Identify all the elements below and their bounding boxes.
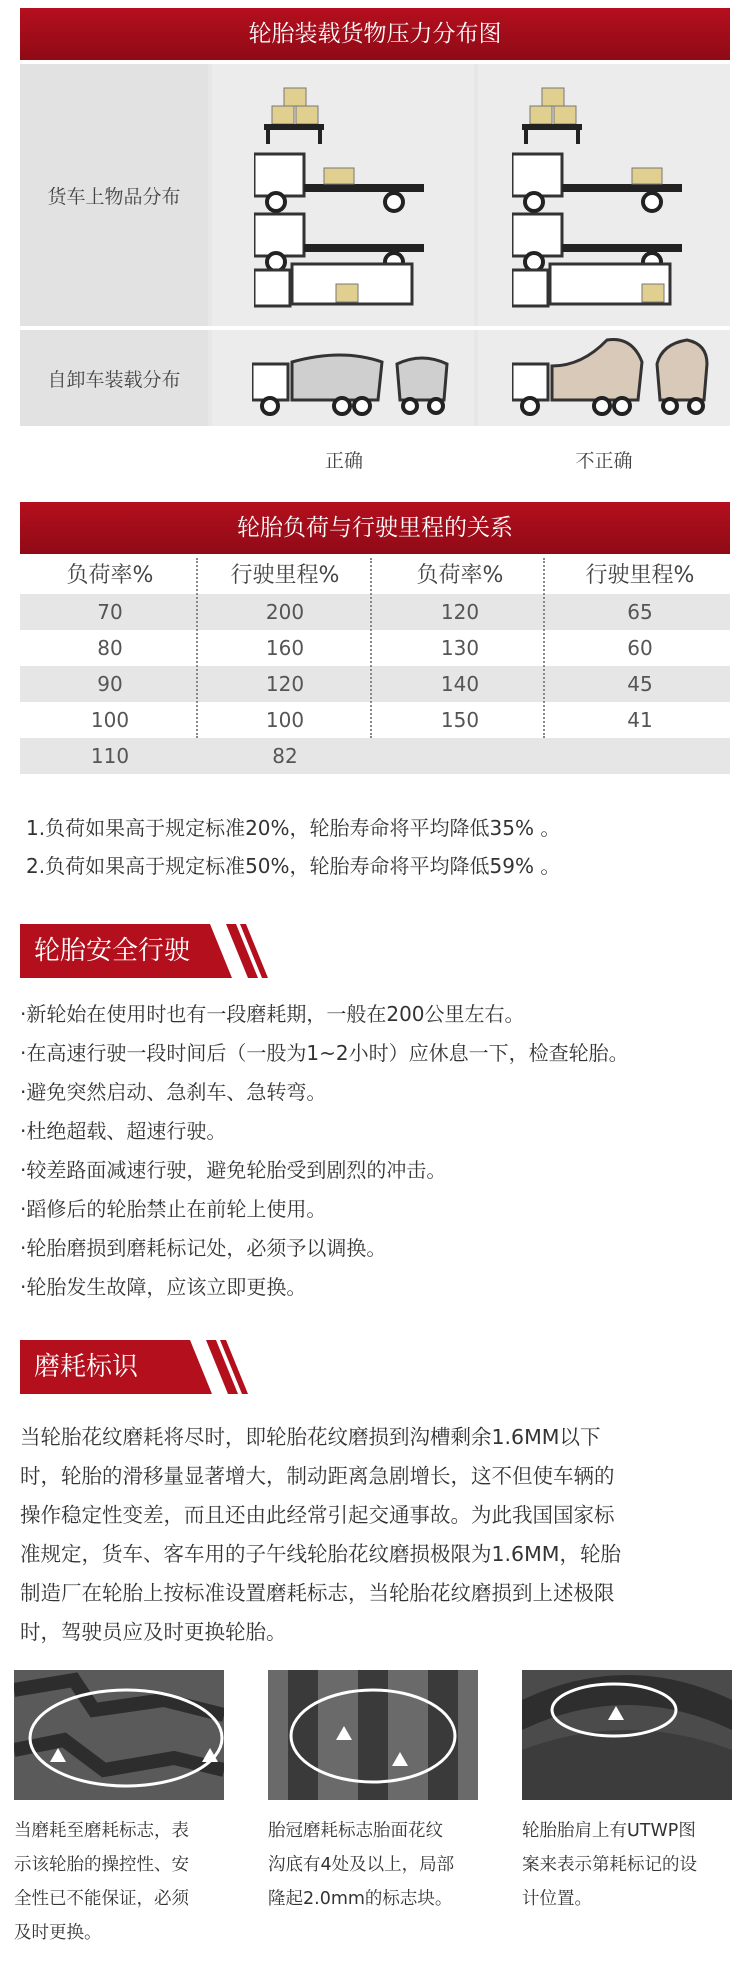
header-load-rate-2: 负荷率% bbox=[416, 563, 504, 588]
incorrect-dump-cell bbox=[478, 330, 730, 426]
table-cell: 160 bbox=[265, 636, 305, 660]
distribution-row-truck bbox=[20, 64, 730, 326]
incorrect-dump-illustration bbox=[512, 336, 712, 418]
table-cell: 70 bbox=[97, 600, 123, 624]
stripes-decoration-icon bbox=[150, 1340, 270, 1394]
load-table-title-banner: 轮胎负荷与行驶里程的关系 bbox=[20, 502, 730, 554]
correct-truck-cell bbox=[212, 64, 474, 326]
tire-photo-tread-marker bbox=[268, 1670, 478, 1800]
photo-caption-line: 案来表示第耗标记的设 bbox=[522, 1855, 697, 1875]
safety-list-item: ·新轮始在使用时也有一段磨耗期，一般在200公里左右。 bbox=[20, 1002, 525, 1026]
photo-caption-line: 隆起2.0mm的标志块。 bbox=[268, 1889, 453, 1909]
safety-list-item: ·较差路面减速行驶，避免轮胎受到剧烈的冲击。 bbox=[20, 1158, 447, 1182]
safety-list-item: ·轮胎磨损到磨耗标记处，必须予以调换。 bbox=[20, 1236, 387, 1260]
stripes-decoration-icon bbox=[170, 924, 290, 978]
table-cell: 65 bbox=[627, 600, 653, 624]
table-cell: 80 bbox=[97, 636, 123, 660]
table-row bbox=[20, 630, 730, 666]
wear-paragraph-line: 准规定，货车、客车用的子午线轮胎花纹磨损极限为1.6MM，轮胎 bbox=[20, 1542, 621, 1566]
table-cell: 110 bbox=[90, 744, 130, 768]
header-mileage-1: 行驶里程% bbox=[230, 563, 340, 588]
table-cell: 200 bbox=[265, 600, 305, 624]
row-label-dump: 自卸车装载分布 bbox=[20, 330, 208, 426]
wear-paragraph-line: 时，轮胎的滑移量显著增大，制动距离急剧增长，这不但使车辆的 bbox=[20, 1464, 615, 1488]
table-row bbox=[20, 666, 730, 702]
table-cell: 41 bbox=[627, 708, 653, 732]
table-cell bbox=[550, 738, 730, 774]
note-line-2: 2.负荷如果高于规定标准50%，轮胎寿命将平均降低59% 。 bbox=[26, 854, 561, 878]
table-cell: 120 bbox=[440, 600, 480, 624]
column-divider bbox=[543, 558, 545, 738]
safety-list-item: ·避免突然启动、急刹车、急转弯。 bbox=[20, 1080, 327, 1104]
table-row bbox=[20, 738, 730, 774]
table-cell: 45 bbox=[627, 672, 653, 696]
distribution-row-dump bbox=[20, 330, 730, 426]
verdict-incorrect: 不正确 bbox=[575, 450, 633, 472]
table-cell: 150 bbox=[440, 708, 480, 732]
incorrect-truck-cell bbox=[478, 64, 730, 326]
table-cell bbox=[370, 738, 550, 774]
wear-paragraph-line: 当轮胎花纹磨耗将尽时，即轮胎花纹磨损到沟槽剩余1.6MM以下 bbox=[20, 1425, 601, 1449]
correct-truck-illustration bbox=[254, 74, 434, 314]
photo-caption-line: 沟底有4处及以上，局部 bbox=[268, 1855, 455, 1875]
wear-section-title: 磨耗标识 bbox=[20, 1340, 190, 1394]
safety-list-item: ·杜绝超载、超速行驶。 bbox=[20, 1119, 227, 1143]
safety-list-item: ·轮胎发生故障，应该立即更换。 bbox=[20, 1275, 307, 1299]
safety-section-title: 轮胎安全行驶 bbox=[20, 924, 210, 978]
column-divider bbox=[196, 558, 198, 738]
photo-caption-line: 胎冠磨耗标志胎面花纹 bbox=[268, 1821, 443, 1841]
verdict-correct: 正确 bbox=[324, 450, 363, 472]
tire-photo-worn-tread bbox=[14, 1670, 224, 1800]
photo-caption-line: 计位置。 bbox=[522, 1889, 592, 1909]
table-cell: 140 bbox=[440, 672, 480, 696]
table-cell: 82 bbox=[272, 744, 298, 768]
wear-paragraph-line: 制造厂在轮胎上按标准设置磨耗标志，当轮胎花纹磨损到上述极限 bbox=[20, 1581, 615, 1605]
safety-list-item: ·蹈修后的轮胎禁止在前轮上使用。 bbox=[20, 1197, 327, 1221]
incorrect-truck-illustration bbox=[512, 74, 692, 314]
table-cell: 100 bbox=[265, 708, 305, 732]
note-line-1: 1.负荷如果高于规定标准20%，轮胎寿命将平均降低35% 。 bbox=[26, 816, 561, 840]
table-cell: 60 bbox=[627, 636, 653, 660]
tire-photo-shoulder-mark bbox=[522, 1670, 732, 1800]
correct-dump-cell bbox=[212, 330, 474, 426]
table-cell: 130 bbox=[440, 636, 480, 660]
header-load-rate-1: 负荷率% bbox=[66, 563, 154, 588]
photo-caption-line: 轮胎胎肩上有UTWP图 bbox=[522, 1821, 696, 1841]
correct-dump-illustration bbox=[252, 342, 452, 418]
column-divider bbox=[370, 558, 372, 738]
photo-caption-line: 全性已不能保证，必须 bbox=[14, 1889, 189, 1909]
table-cell: 100 bbox=[90, 708, 130, 732]
table-cell: 120 bbox=[265, 672, 305, 696]
photo-caption-line: 及时更换。 bbox=[14, 1923, 102, 1943]
row-label-truck: 货车上物品分布 bbox=[20, 64, 208, 326]
header-mileage-2: 行驶里程% bbox=[585, 563, 695, 588]
photo-caption-line: 示该轮胎的操控性、安 bbox=[14, 1855, 189, 1875]
distribution-title-banner: 轮胎装载货物压力分布图 bbox=[20, 8, 730, 60]
wear-paragraph-line: 操作稳定性变差，而且还由此经常引起交通事故。为此我国国家标 bbox=[20, 1503, 615, 1527]
photo-caption-line: 当磨耗至磨耗标志，表 bbox=[14, 1821, 189, 1841]
safety-list-item: ·在高速行驶一段时间后（一股为1~2小时）应休息一下，检查轮胎。 bbox=[20, 1041, 629, 1065]
table-row bbox=[20, 594, 730, 630]
table-cell: 90 bbox=[97, 672, 123, 696]
table-header-row bbox=[20, 558, 730, 594]
wear-paragraph-line: 时，驾驶员应及时更换轮胎。 bbox=[20, 1620, 287, 1644]
table-row bbox=[20, 702, 730, 738]
